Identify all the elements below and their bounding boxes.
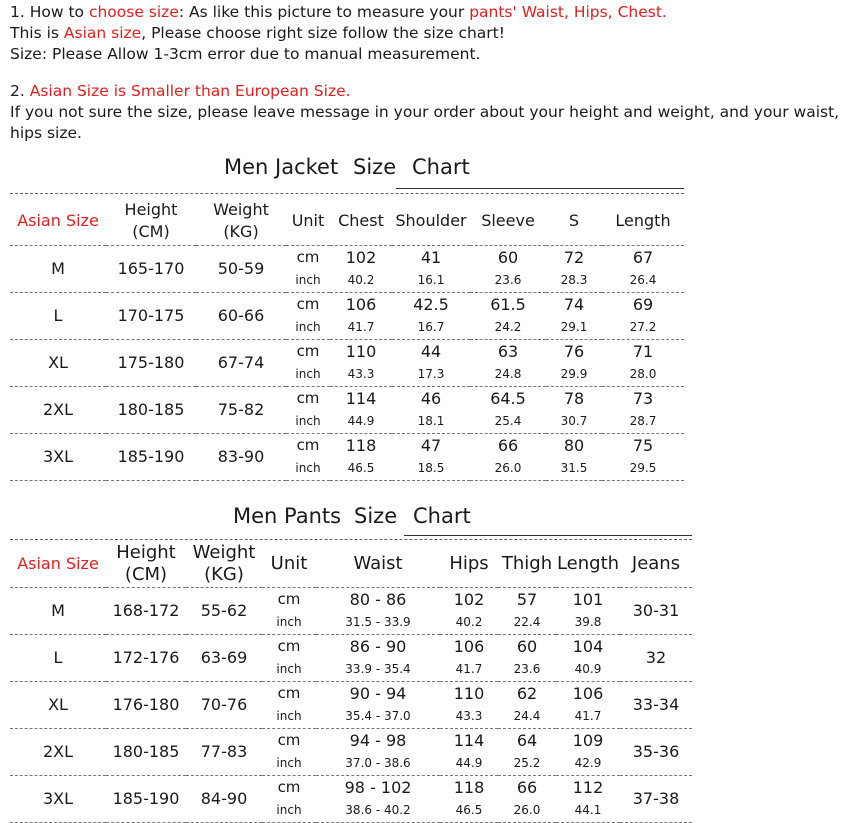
weight-range: 50-59 xyxy=(196,245,286,292)
jacket-row-m xyxy=(10,245,684,269)
inch-value: 23.6 xyxy=(513,662,541,676)
intro-line-5: If you not sure the size, please leave message in your order about your height and weight, and your waist, hips size. xyxy=(10,103,840,142)
cm-value: 75 xyxy=(602,433,684,457)
weight-range: 70-76 xyxy=(186,681,262,728)
inch-value: 44.1 xyxy=(574,803,602,817)
cm-value: 66 xyxy=(470,433,546,457)
height-range: 180-185 xyxy=(106,728,186,775)
unit-cm: cm xyxy=(286,433,330,457)
cm-value: 46 xyxy=(392,386,470,410)
inch-value: 39.8 xyxy=(574,615,602,629)
intro-line-4 xyxy=(10,81,840,102)
inch-value: 16.7 xyxy=(417,320,445,334)
jacket-header-length: Length xyxy=(615,210,671,230)
weight-range: 55-62 xyxy=(186,587,262,634)
size-label: XL xyxy=(10,681,106,728)
size-label: 2XL xyxy=(10,728,106,775)
unit-cm: cm xyxy=(286,292,330,316)
inch-value: 24.4 xyxy=(513,709,541,723)
height-range: 165-170 xyxy=(106,245,196,292)
inch-value: 31.5 xyxy=(560,461,588,475)
inch-value: 41.7 xyxy=(455,662,483,676)
inch-value: 38.6 - 40.2 xyxy=(345,803,411,817)
unit-cm: cm xyxy=(262,634,316,658)
cm-value: 106 xyxy=(556,681,620,705)
inch-value: 23.6 xyxy=(494,273,522,287)
height-range: 185-190 xyxy=(106,433,196,480)
weight-range: 67-74 xyxy=(196,339,286,386)
cm-value: 67 xyxy=(602,245,684,269)
pants-title-word-1: Men Pants xyxy=(233,504,342,528)
pants-size-table xyxy=(10,541,692,823)
intro-line-2-red: Asian size xyxy=(63,24,142,42)
cm-value: 78 xyxy=(546,386,602,410)
inch-value: 25.2 xyxy=(513,756,541,770)
inch-value: 42.9 xyxy=(574,756,602,770)
height-range: 170-175 xyxy=(106,292,196,339)
pants-header-thigh: Thigh xyxy=(501,552,553,574)
inch-value: 40.9 xyxy=(574,662,602,676)
intro-line-2 xyxy=(10,23,840,44)
unit-cm: cm xyxy=(262,728,316,752)
inch-value: 30.7 xyxy=(560,414,588,428)
unit-cm: cm xyxy=(262,587,316,611)
cm-value: 72 xyxy=(546,245,602,269)
unit-cm: cm xyxy=(286,245,330,269)
cm-value: 63 xyxy=(470,339,546,363)
unit-cm: cm xyxy=(262,681,316,705)
inch-value: 31.5 - 33.9 xyxy=(345,615,411,629)
unit-inch: inch xyxy=(295,367,321,381)
weight-range: 77-83 xyxy=(186,728,262,775)
cm-value: 90 - 94 xyxy=(316,681,440,705)
inch-value: 17.3 xyxy=(417,367,445,381)
cm-value: 112 xyxy=(556,775,620,799)
height-range: 185-190 xyxy=(106,775,186,822)
intro-line-3: Size: Please Allow 1-3cm error due to manual measurement. xyxy=(10,45,481,63)
weight-range: 75-82 xyxy=(196,386,286,433)
cm-value: 42.5 xyxy=(392,292,470,316)
cm-value: 114 xyxy=(440,728,498,752)
cm-value: 104 xyxy=(556,634,620,658)
pants-header-jeans: Jeans xyxy=(631,552,681,574)
pants-row-2xl xyxy=(10,728,692,752)
pants-header-hips: Hips xyxy=(449,552,489,574)
jacket-row-3xl xyxy=(10,433,684,457)
inch-value: 27.2 xyxy=(629,320,657,334)
jacket-title-word-1: Men Jacket xyxy=(224,155,339,179)
cm-value: 118 xyxy=(440,775,498,799)
height-range: 172-176 xyxy=(106,634,186,681)
cm-value: 106 xyxy=(440,634,498,658)
cm-value: 118 xyxy=(330,433,392,457)
cm-value: 109 xyxy=(556,728,620,752)
cm-value: 80 - 86 xyxy=(316,587,440,611)
weight-range: 83-90 xyxy=(196,433,286,480)
height-range: 168-172 xyxy=(106,587,186,634)
inch-value: 43.3 xyxy=(455,709,483,723)
jacket-header-unit: Unit xyxy=(291,210,325,230)
inch-value: 18.1 xyxy=(417,414,445,428)
cm-value: 76 xyxy=(546,339,602,363)
weight-range: 60-66 xyxy=(196,292,286,339)
inch-value: 37.0 - 38.6 xyxy=(345,756,411,770)
size-label: M xyxy=(10,245,106,292)
inch-value: 24.2 xyxy=(494,320,522,334)
jeans-size: 32 xyxy=(620,634,692,681)
unit-inch: inch xyxy=(295,461,321,475)
inch-value: 24.8 xyxy=(494,367,522,381)
cm-value: 69 xyxy=(602,292,684,316)
cm-value: 41 xyxy=(392,245,470,269)
inch-value: 29.9 xyxy=(560,367,588,381)
size-label: XL xyxy=(10,339,106,386)
intro-line-4-prefix: 2. xyxy=(10,82,30,100)
jeans-size: 37-38 xyxy=(620,775,692,822)
jacket-table-top-rule xyxy=(10,193,684,194)
unit-inch: inch xyxy=(276,803,302,817)
height-range: 176-180 xyxy=(106,681,186,728)
weight-range: 63-69 xyxy=(186,634,262,681)
jacket-size-table xyxy=(10,197,684,481)
pants-header-unit: Unit xyxy=(270,552,308,574)
jeans-size: 33-34 xyxy=(620,681,692,728)
jacket-row-xl xyxy=(10,339,684,363)
unit-inch: inch xyxy=(295,414,321,428)
jacket-chart-title xyxy=(0,155,843,183)
inch-value: 22.4 xyxy=(513,615,541,629)
cm-value: 98 - 102 xyxy=(316,775,440,799)
unit-cm: cm xyxy=(286,386,330,410)
pants-row-l xyxy=(10,634,692,658)
inch-value: 16.1 xyxy=(417,273,445,287)
inch-value: 40.2 xyxy=(347,273,375,287)
jacket-title-word-2: Size xyxy=(353,155,397,179)
jacket-header-s: S xyxy=(568,210,580,230)
pants-header-length: Length xyxy=(556,552,620,574)
jeans-size: 35-36 xyxy=(620,728,692,775)
unit-cm: cm xyxy=(286,339,330,363)
pants-table-top-rule xyxy=(10,539,692,540)
jacket-header-height: Height (CM) xyxy=(124,199,178,241)
pants-chart-title xyxy=(0,504,843,532)
cm-value: 74 xyxy=(546,292,602,316)
intro-text xyxy=(10,2,840,144)
cm-value: 102 xyxy=(330,245,392,269)
cm-value: 102 xyxy=(440,587,498,611)
intro-line-2-suffix: , Please choose right size follow the size chart! xyxy=(141,24,505,42)
cm-value: 57 xyxy=(498,587,556,611)
inch-value: 33.9 - 35.4 xyxy=(345,662,411,676)
cm-value: 114 xyxy=(330,386,392,410)
jeans-size: 30-31 xyxy=(620,587,692,634)
unit-inch: inch xyxy=(276,615,302,629)
cm-value: 64 xyxy=(498,728,556,752)
intro-line-1-prefix: 1. How to xyxy=(10,3,89,21)
inch-value: 35.4 - 37.0 xyxy=(345,709,411,723)
inch-value: 18.5 xyxy=(417,461,445,475)
cm-value: 60 xyxy=(498,634,556,658)
inch-value: 41.7 xyxy=(347,320,375,334)
jacket-title-word-3: Chart xyxy=(412,155,470,179)
cm-value: 71 xyxy=(602,339,684,363)
size-label: 3XL xyxy=(10,775,106,822)
cm-value: 86 - 90 xyxy=(316,634,440,658)
size-label: 2XL xyxy=(10,386,106,433)
size-label: L xyxy=(10,292,106,339)
jacket-header-chest: Chest xyxy=(338,210,384,230)
weight-range: 84-90 xyxy=(186,775,262,822)
cm-value: 66 xyxy=(498,775,556,799)
cm-value: 110 xyxy=(330,339,392,363)
intro-line-1-red-2: pants' Waist, Hips, Chest. xyxy=(469,3,667,21)
unit-inch: inch xyxy=(295,273,321,287)
inch-value: 29.5 xyxy=(629,461,657,475)
inch-value: 41.7 xyxy=(574,709,602,723)
inch-value: 44.9 xyxy=(455,756,483,770)
inch-value: 25.4 xyxy=(494,414,522,428)
cm-value: 44 xyxy=(392,339,470,363)
unit-cm: cm xyxy=(262,775,316,799)
unit-inch: inch xyxy=(276,756,302,770)
height-range: 180-185 xyxy=(106,386,196,433)
cm-value: 106 xyxy=(330,292,392,316)
height-range: 175-180 xyxy=(106,339,196,386)
pants-header-waist: Waist xyxy=(353,552,403,574)
size-label: L xyxy=(10,634,106,681)
inch-value: 46.5 xyxy=(455,803,483,817)
unit-inch: inch xyxy=(295,320,321,334)
cm-value: 110 xyxy=(440,681,498,705)
inch-value: 26.0 xyxy=(494,461,522,475)
cm-value: 61.5 xyxy=(470,292,546,316)
pants-row-xl xyxy=(10,681,692,705)
unit-inch: inch xyxy=(276,709,302,723)
pants-title-word-3: Chart xyxy=(413,504,471,528)
jacket-header-asian-size: Asian Size xyxy=(17,210,99,230)
pants-header-weight: Weight (KG) xyxy=(192,541,256,585)
inch-value: 46.5 xyxy=(347,461,375,475)
jacket-header-sleeve: Sleeve xyxy=(481,210,535,230)
cm-value: 101 xyxy=(556,587,620,611)
intro-line-4-red: Asian Size is Smaller than European Size. xyxy=(29,82,351,100)
intro-line-1-mid: : As like this picture to measure your xyxy=(178,3,470,21)
jacket-header-shoulder: Shoulder xyxy=(395,210,467,230)
jacket-title-underline xyxy=(396,188,684,189)
cm-value: 47 xyxy=(392,433,470,457)
inch-value: 28.3 xyxy=(560,273,588,287)
pants-title-underline xyxy=(404,535,692,536)
cm-value: 64.5 xyxy=(470,386,546,410)
inch-value: 43.3 xyxy=(347,367,375,381)
unit-inch: inch xyxy=(276,662,302,676)
jacket-header-weight: Weight (KG) xyxy=(213,199,269,241)
size-label: M xyxy=(10,587,106,634)
cm-value: 80 xyxy=(546,433,602,457)
intro-line-1-red-1: choose size xyxy=(88,3,179,21)
pants-row-3xl xyxy=(10,775,692,799)
inch-value: 40.2 xyxy=(455,615,483,629)
pants-header-asian-size: Asian Size xyxy=(17,553,99,573)
cm-value: 73 xyxy=(602,386,684,410)
pants-title-word-2: Size xyxy=(354,504,398,528)
inch-value: 28.0 xyxy=(629,367,657,381)
inch-value: 44.9 xyxy=(347,414,375,428)
inch-value: 29.1 xyxy=(560,320,588,334)
jacket-row-l xyxy=(10,292,684,316)
pants-row-m xyxy=(10,587,692,611)
cm-value: 60 xyxy=(470,245,546,269)
cm-value: 62 xyxy=(498,681,556,705)
cm-value: 94 - 98 xyxy=(316,728,440,752)
intro-line-1 xyxy=(10,2,840,23)
jacket-row-2xl xyxy=(10,386,684,410)
size-label: 3XL xyxy=(10,433,106,480)
inch-value: 26.0 xyxy=(513,803,541,817)
inch-value: 28.7 xyxy=(629,414,657,428)
inch-value: 26.4 xyxy=(629,273,657,287)
pants-header-height: Height (CM) xyxy=(116,541,176,585)
intro-line-2-prefix: This is xyxy=(10,24,64,42)
